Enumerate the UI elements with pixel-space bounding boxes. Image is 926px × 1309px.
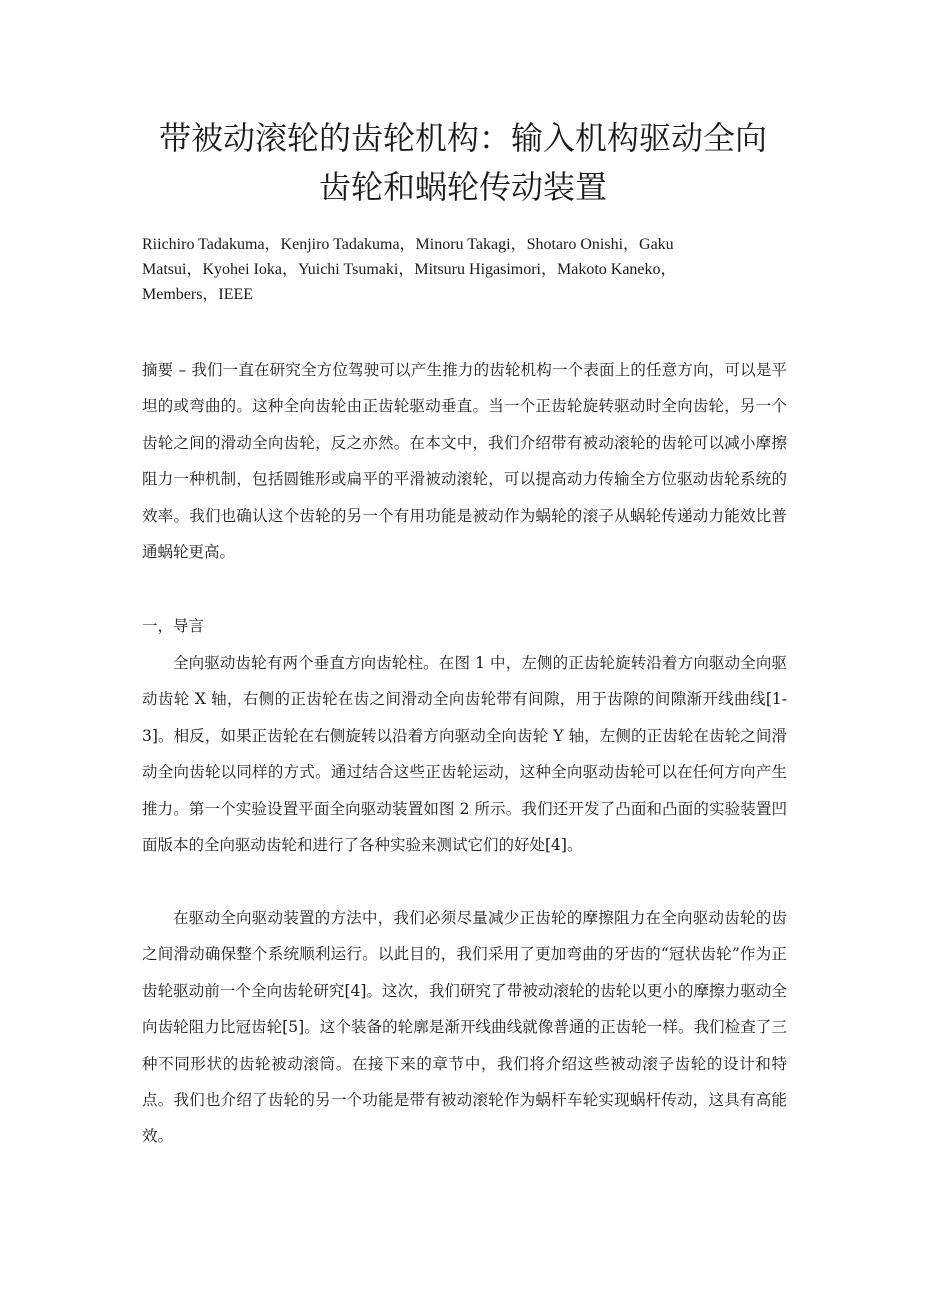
- author-line-3: Members，IEEE: [142, 286, 254, 303]
- paper-title-line-1: 带被动滚轮的齿轮机构：输入机构驱动全向: [158, 119, 767, 157]
- paper-title-line-2: 齿轮和蜗轮传动装置: [318, 168, 607, 206]
- section-heading-introduction: 一，导言: [142, 617, 205, 635]
- abstract: 摘要 – 我们一直在研究全方位驾驶可以产生推力的齿轮机构一个表面上的任意方向，可以是平坦的或弯曲的。这种全向齿轮由正齿轮驱动垂直。当一个正齿轮旋转驱动时全向齿轮，另一个齿轮之间的滑动全向齿轮，反之亦然。在本文中，我们介绍带有被动滚轮的齿轮可以减小摩擦阻力一种机制，包括圆锥形或扁平的平滑被动滚轮，可以提高动力传输全方位驱动齿轮系统的效率。我们也确认这个齿轮的另一个有用功能是被动作为蜗轮的滚子从蜗轮传递动力能效比普通蜗轮更高。: [142, 361, 787, 562]
- intro-paragraph-2: 在驱动全向驱动装置的方法中，我们必须尽量减少正齿轮的摩擦阻力在全向驱动齿轮的齿之间滑动确保整个系统顺利运行。以此目的，我们采用了更加弯曲的牙齿的“冠状齿轮”作为正齿轮驱动前一个全向齿轮研究[4]。这次，我们研究了带被动滚轮的齿轮以更小的摩擦力驱动全向齿轮阻力比冠齿轮[5]。这个装备的轮廓是渐开线曲线就像普通的正齿轮一样。我们检查了三种不同形状的齿轮被动滚筒。在接下来的章节中，我们将介绍这些被动滚子齿轮的设计和特点。我们也介绍了齿轮的另一个功能是带有被动滚轮作为蜗杆车轮实现蜗杆传动，这具有高能效。: [142, 909, 787, 1146]
- intro-paragraph-1: 全向驱动齿轮有两个垂直方向齿轮柱。在图 1 中，左侧的正齿轮旋转沿着方向驱动全向驱动齿轮 X 轴，右侧的正齿轮在齿之间滑动全向齿轮带有间隙，用于齿隙的间隙渐开线曲线[1-3]。相反，如果正齿轮在右侧旋转以沿着方向驱动全向齿轮 Y 轴，左侧的正齿轮在齿轮之间滑动全向齿轮以同样的方式。通过结合这些正齿轮运动，这种全向驱动齿轮可以在任何方向产生推力。第一个实验设置平面全向驱动装置如图 2 所示。我们还开发了凸面和凸面的实验装置凹面版本的全向驱动齿轮和进行了各种实验来测试它们的好处[4]。: [142, 654, 787, 855]
- author-line-1: Riichiro Tadakuma，Kenjiro Tadakuma，Minoru Takagi，Shotaro Onishi，Gaku: [142, 236, 674, 253]
- author-line-2: Matsui，Kyohei Ioka，Yuichi Tsumaki，Mitsuru Higasimori，Makoto Kaneko，: [142, 261, 677, 278]
- author-list: [142, 232, 792, 307]
